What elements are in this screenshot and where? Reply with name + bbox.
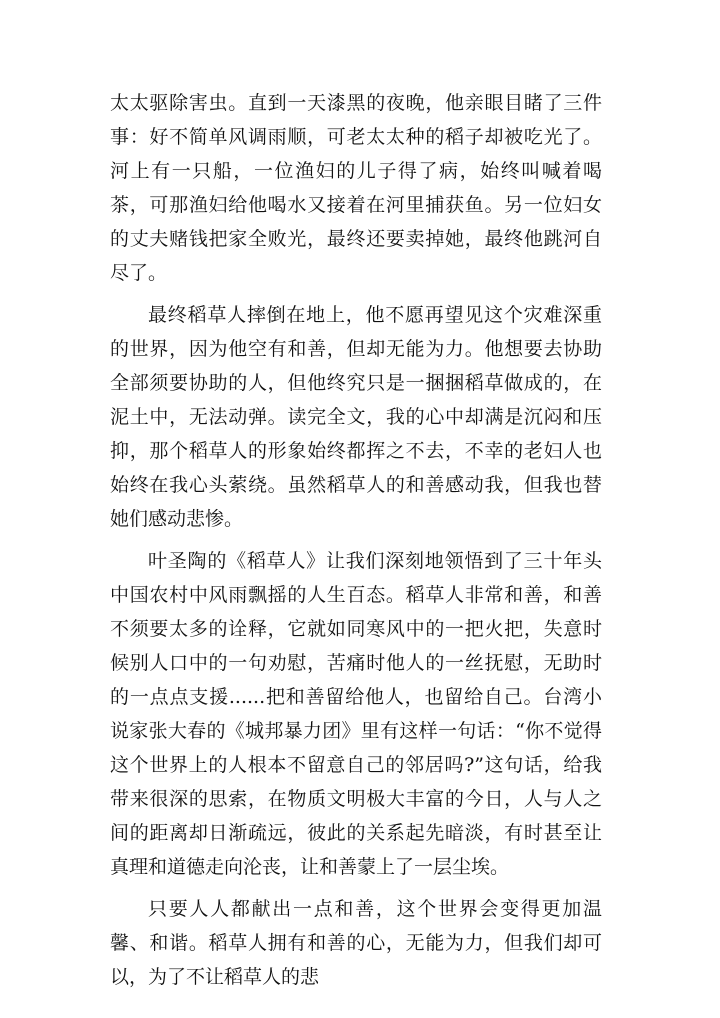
paragraph-3: 叶圣陶的《稻草人》让我们深刻地领悟到了三十年头中国农村中风雨飘摇的人生百态。稻草人非常和善，和善不须要太多的诠释，它就如同寒风中的一把火把，失意时候别人口中的一句劝慰，苦痛时他人的一丝抚慰，无助时的一点点支援......把和善留给他人，也留给自己。台湾小说家张大春的《城邦暴力团》里有这样一句话：“你不觉得这个世界上的人根本不留意自己的邻居吗?”这句话，给我带来很深的思索，在物质文明极大丰富的今日，人与人之间的距离却日渐疏远，彼此的关系起先暗淡，有时甚至让真理和道德走向沦丧，让和善蒙上了一层尘埃。 (110, 550, 602, 878)
paragraph-2: 最终稻草人摔倒在地上，他不愿再望见这个灾难深重的世界，因为他空有和善，但却无能为力。他想要去协助全部须要协助的人，但他终究只是一捆捆稻草做成的，在泥土中，无法动弹。读完全文，我的心中却满是沉闷和压抑，那个稻草人的形象始终都挥之不去，不幸的老妇人也始终在我心头萦绕。虽然稻草人的和善感动我，但我也替她们感动悲惨。 (110, 304, 602, 530)
paragraph-1: 太太驱除害虫。直到一天漆黑的夜晚，他亲眼目睹了三件事：好不简单风调雨顺，可老太太种的稻子却被吃光了。河上有一只船，一位渔妇的儿子得了病，始终叫喊着喝茶，可那渔妇给他喝水又接着在河里捕获鱼。另一位妇女的丈夫赌钱把家全败光，最终还要卖掉她，最终他跳河自尽了。 (110, 92, 602, 284)
paragraph-4: 只要人人都献出一点和善，这个世界会变得更加温馨、和谐。稻草人拥有和善的心，无能为力，但我们却可以，为了不让稻草人的悲 (110, 898, 602, 988)
document-body (110, 86, 602, 1002)
